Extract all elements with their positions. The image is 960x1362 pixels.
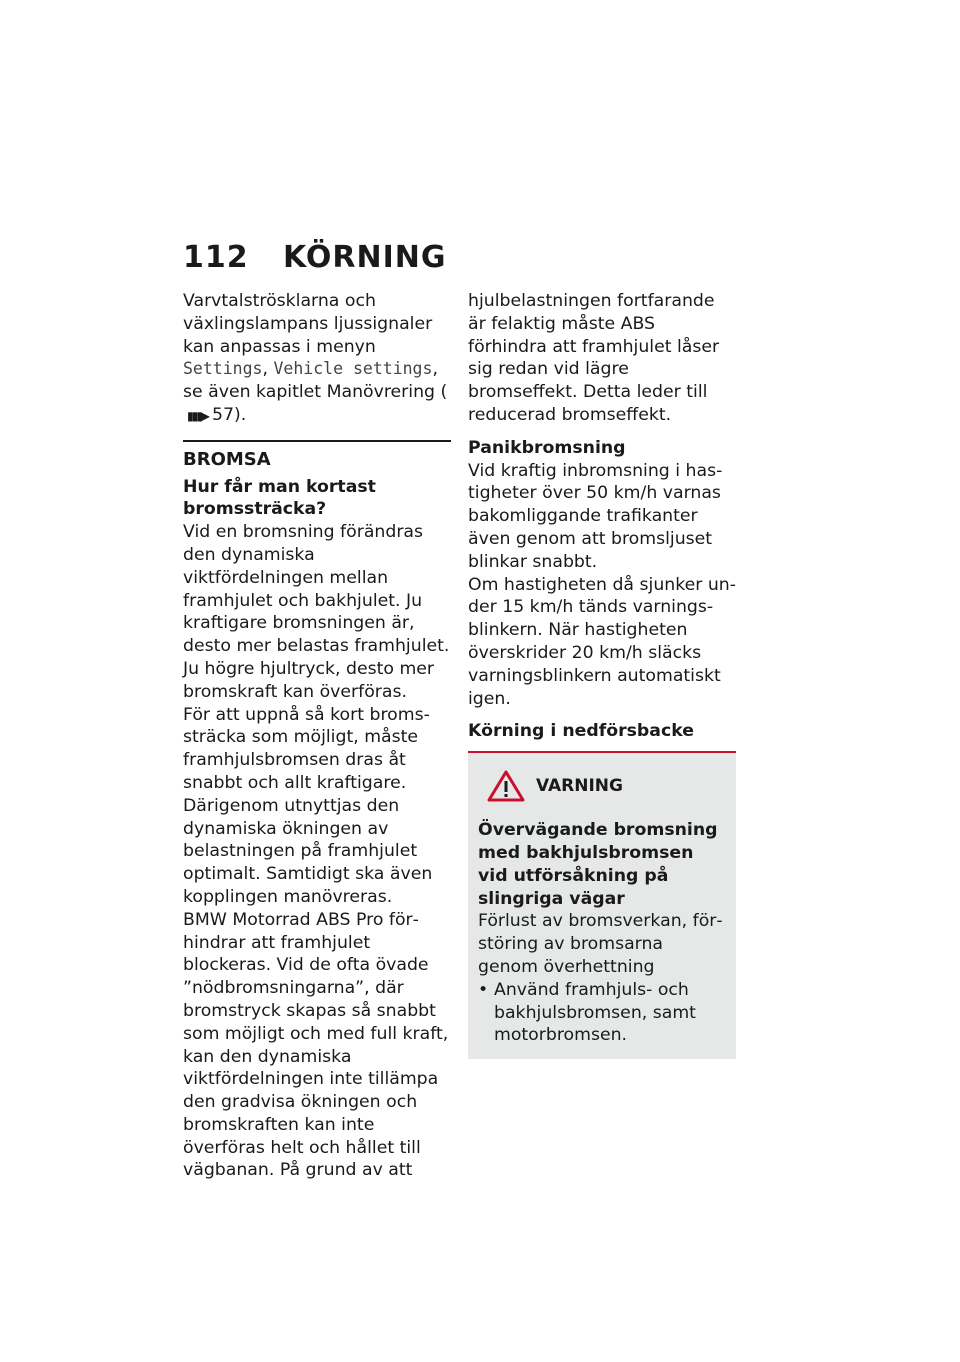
menu-vehicle-settings: Vehicle settings	[273, 359, 433, 379]
subsection-title: Hur får man kortast bromssträcka?	[183, 476, 376, 520]
menu-settings: Settings	[183, 359, 263, 379]
chapter-title: KÖRNING	[283, 240, 447, 275]
warning-title: Övervägande bromsning med bakhjulsbromsen vid utförsåkning på slingriga vägar	[478, 820, 718, 909]
paragraph-2: För att uppnå så kort bromssträcka som möjligt, måste framhjulsbromsen dras åt snabbt och allt kraftigare. Därigenom utnyttjas den dynamiska ökningen av belastningen på framhjulet optimalt. Samtidigt ska även kopplingen manövreras.	[183, 704, 433, 907]
page-header	[183, 240, 447, 275]
bullet-icon: •	[478, 979, 489, 1000]
panic-braking-title: Panikbromsning	[468, 437, 626, 458]
panic-paragraph-2: Om hastigheten då sjunker under 15 km/h tänds varningsblinkern. När hastigheten överskrider 20 km/h släcks varningsblinkern automatiskt igen.	[468, 574, 736, 709]
downhill-title: Körning i nedförsbacke	[468, 721, 694, 742]
page-number: 112	[183, 240, 249, 275]
page-ref-link[interactable]: 57).	[212, 404, 247, 425]
warning-bullet	[478, 979, 726, 1047]
warning-text: Förlust av bromsverkan, förstöring av bromsarna genom överhettning	[478, 911, 723, 977]
warning-box	[468, 751, 736, 1059]
paragraph-1: Vid en bromsning förändras den dynamiska viktfördelningen mellan framhjulet och bakhjulet. Ju kraftigare bromsningen är, desto mer belastas framhjulet. Ju högre hjultryck, desto mer bromskraft kan överföras.	[183, 522, 450, 702]
paragraph-3: BMW Motorrad ABS Pro förhindrar att framhjulet blockeras. Vid de ofta övade ”nödbromsningarna”, där bromstryck skapas så snabbt som möjligt och med full kraft, kan den dynamiska viktfördelningen inte tillämpa den gradvisa ökningen och bromskraften kan inte överföras helt och hållet till vägbanan. På grund av att	[183, 909, 449, 1181]
section-title-bromsa: BROMSA	[183, 440, 451, 472]
intro-separator: ,	[262, 359, 274, 380]
intro-text-2: , se även kapitlet Manövrering	[183, 359, 438, 403]
warning-bullet-text: Använd framhjuls- och bakhjulsbromsen, samt motorbromsen.	[494, 979, 696, 1046]
paragraph-continued: hjulbelastningen fortfarande är felaktig måste ABS förhindra att framhjulet låser sig redan vid lägre bromseffekt. Detta leder till reducerad bromseffekt.	[468, 291, 720, 425]
page-ref-arrow-icon: ▮▮▮▶	[187, 408, 209, 423]
left-column	[183, 290, 451, 1182]
warning-triangle-icon	[486, 769, 526, 803]
intro-text-1: Varvtalströsklarna och växlingslampans ljussignaler kan anpassas i menyn	[183, 291, 433, 357]
warning-header	[486, 769, 726, 803]
right-column	[468, 290, 736, 1059]
panic-paragraph-1: Vid kraftig inbromsning i hastigheter över 50 km/h varnas bakomliggande trafikanter även genom att bromsljuset blinkar snabbt.	[468, 460, 723, 572]
warning-label: VARNING	[536, 775, 623, 796]
intro-paragraph: Varvtalströsklarna och växlingslampans ljussignaler kan anpassas i menyn Settings, Vehicle settings, se även kapitlet Manövrering (▮▮▮▶ 57).	[183, 290, 451, 428]
